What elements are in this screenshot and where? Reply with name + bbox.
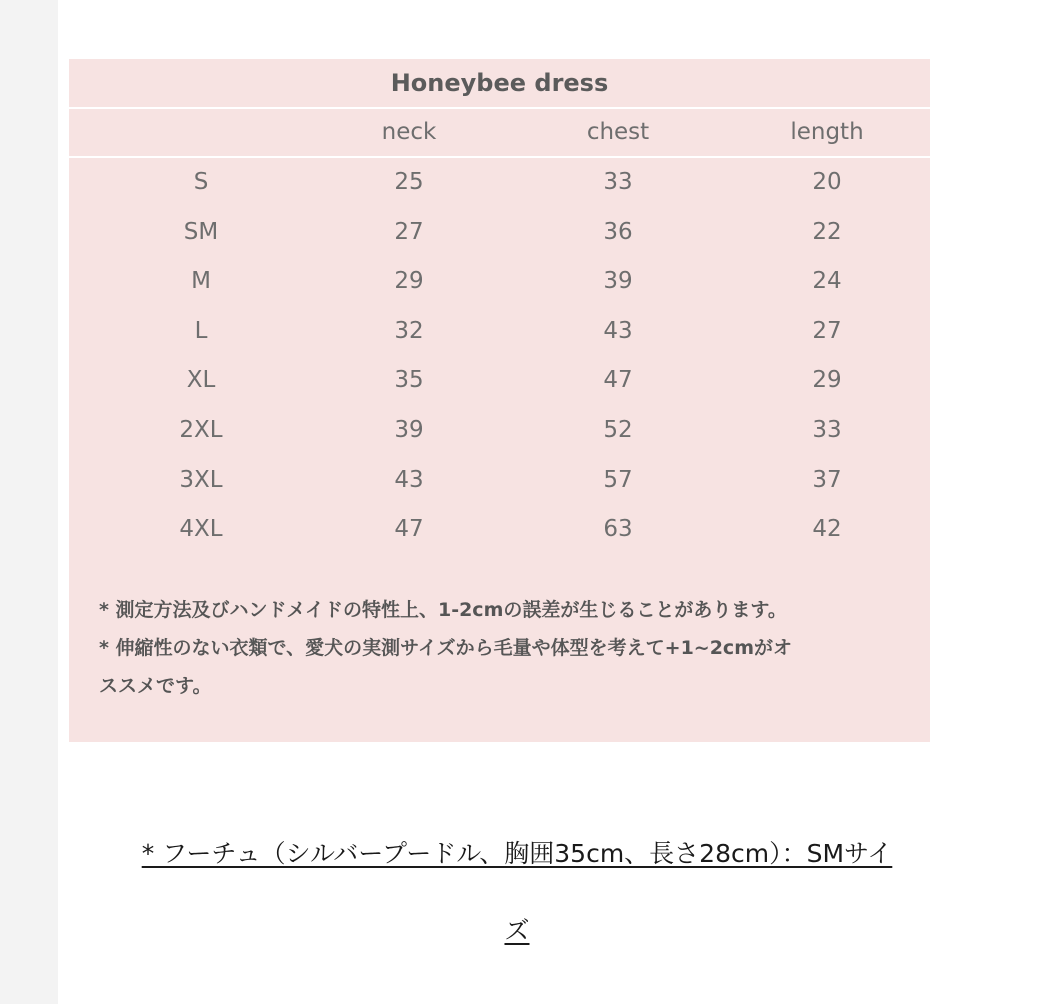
note-line: * 伸縮性のない衣類で、愛犬の実測サイズから毛量や体型を考えて+1~2cmがオ xyxy=(99,637,792,659)
page xyxy=(58,0,1037,1004)
header-cell-chest: chest xyxy=(586,119,650,145)
table-cell-length: 27 xyxy=(812,317,842,344)
table-title: Honeybee dress xyxy=(390,69,609,97)
table-cell-neck: 39 xyxy=(394,417,424,443)
table-cell-chest: 47 xyxy=(603,367,633,394)
table-row xyxy=(69,505,930,554)
table-row xyxy=(69,307,930,356)
table-row xyxy=(69,456,930,505)
table-cell-chest: 33 xyxy=(603,169,633,195)
table-cell-chest: 63 xyxy=(603,516,633,543)
table-row xyxy=(69,158,930,207)
table-cell-chest: 57 xyxy=(603,466,633,493)
table-cell-length: 42 xyxy=(812,516,842,543)
table-cell-neck: 29 xyxy=(394,268,424,295)
table-cell-size: 3XL xyxy=(179,466,223,493)
note-line: * 測定方法及びハンドメイドの特性上、1-2cmの誤差が生じることがあります。 xyxy=(99,599,787,621)
table-cell-length: 33 xyxy=(812,417,842,443)
table-header-row xyxy=(69,109,930,156)
measurement-notes xyxy=(99,591,909,705)
table-cell-size: S xyxy=(193,169,209,195)
caption-line: ズ xyxy=(504,916,530,945)
table-cell-neck: 35 xyxy=(394,367,424,394)
table-cell-neck: 43 xyxy=(394,466,424,493)
table-cell-size: 4XL xyxy=(179,516,223,543)
table-cell-size: M xyxy=(191,268,211,295)
size-chart-card xyxy=(69,59,930,742)
table-row xyxy=(69,356,930,405)
table-cell-neck: 27 xyxy=(394,218,424,245)
table-row xyxy=(69,406,930,455)
table-cell-length: 22 xyxy=(812,218,842,245)
table-cell-chest: 36 xyxy=(603,218,633,245)
caption-line: * フーチュ（シルバープードル、胸囲35cm、長さ28cm）：SMサイ xyxy=(141,839,893,868)
table-cell-length: 37 xyxy=(812,466,842,493)
table-cell-chest: 39 xyxy=(603,268,633,295)
table-cell-chest: 43 xyxy=(603,317,633,344)
table-cell-neck: 47 xyxy=(394,516,424,543)
table-cell-length: 20 xyxy=(812,169,842,195)
header-cell-neck: neck xyxy=(381,119,437,145)
table-cell-size: L xyxy=(194,317,208,344)
table-row xyxy=(69,257,930,306)
table-cell-chest: 52 xyxy=(603,417,633,443)
table-cell-neck: 25 xyxy=(394,169,424,195)
table-cell-size: SM xyxy=(183,218,219,245)
note-line: ススメです。 xyxy=(99,675,212,697)
table-cell-size: 2XL xyxy=(179,417,223,443)
table-row xyxy=(69,208,930,257)
header-cell-length: length xyxy=(790,119,864,145)
table-cell-neck: 32 xyxy=(394,317,424,344)
table-cell-size: XL xyxy=(186,367,216,394)
table-cell-length: 24 xyxy=(812,268,842,295)
table-cell-length: 29 xyxy=(812,367,842,394)
model-size-caption xyxy=(67,834,967,988)
